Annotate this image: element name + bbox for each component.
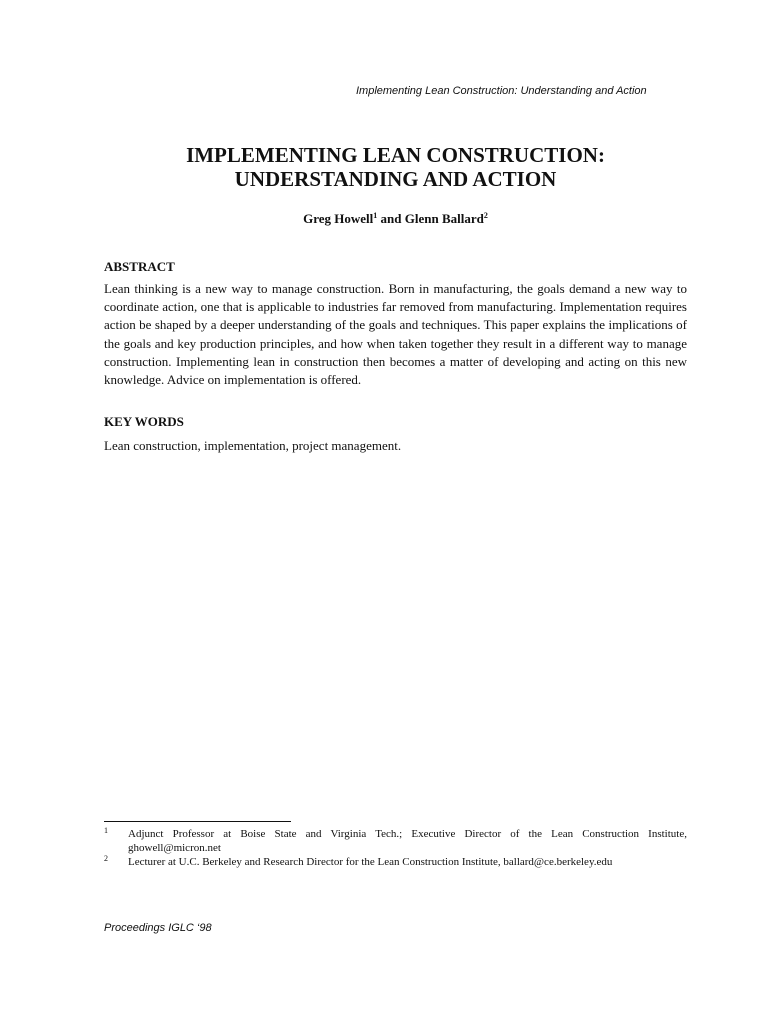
footnote-1-number: 1	[104, 826, 108, 835]
author-2-name: Glenn Ballard	[404, 211, 484, 226]
running-header: Implementing Lean Construction: Understanding and Action	[356, 85, 647, 97]
footnote-1-text: Adjunct Professor at Boise State and Virginia Tech.; Executive Director of the Lean Construction Institute, ghowell@micron.net	[128, 828, 687, 854]
title-line-2: UNDERSTANDING AND ACTION	[234, 167, 557, 191]
footnote-2-text: Lecturer at U.C. Berkeley and Research Director for the Lean Construction Institute, ballard@ce.berkeley.edu	[128, 856, 613, 868]
footnote-2-number: 2	[104, 854, 108, 863]
footnote-1	[104, 827, 687, 855]
footnote-divider	[104, 821, 291, 822]
abstract-text: Lean thinking is a new way to manage construction. Born in manufacturing, the goals demand a new way to coordinate action, one that is applicable to industries far removed from manufacturing. Implementation requires action be shaped by a deeper understanding of the goals and techniques. This paper explains the implications of the goals and key production principles, and how when taken together they result in a different way to manage construction. Implementing lean in construction then becomes a matter of developing and acting on this new knowledge. Advice on implementation is offered.	[104, 281, 687, 388]
author-1-footnote-mark: 1	[373, 211, 378, 220]
author-line	[104, 211, 687, 227]
keywords-text: Lean construction, implementation, project management.	[104, 438, 402, 453]
author-2-footnote-mark: 2	[483, 211, 488, 220]
paper-title	[104, 143, 687, 191]
title-line-1: IMPLEMENTING LEAN CONSTRUCTION:	[186, 143, 605, 167]
author-1-name: Greg Howell	[303, 211, 374, 226]
footnote-2	[104, 855, 687, 869]
keywords-heading: KEY WORDS	[104, 414, 184, 429]
page-footer: Proceedings IGLC ‘98	[104, 922, 212, 934]
author-conjunction: and	[377, 211, 405, 226]
abstract-heading: ABSTRACT	[104, 259, 175, 274]
